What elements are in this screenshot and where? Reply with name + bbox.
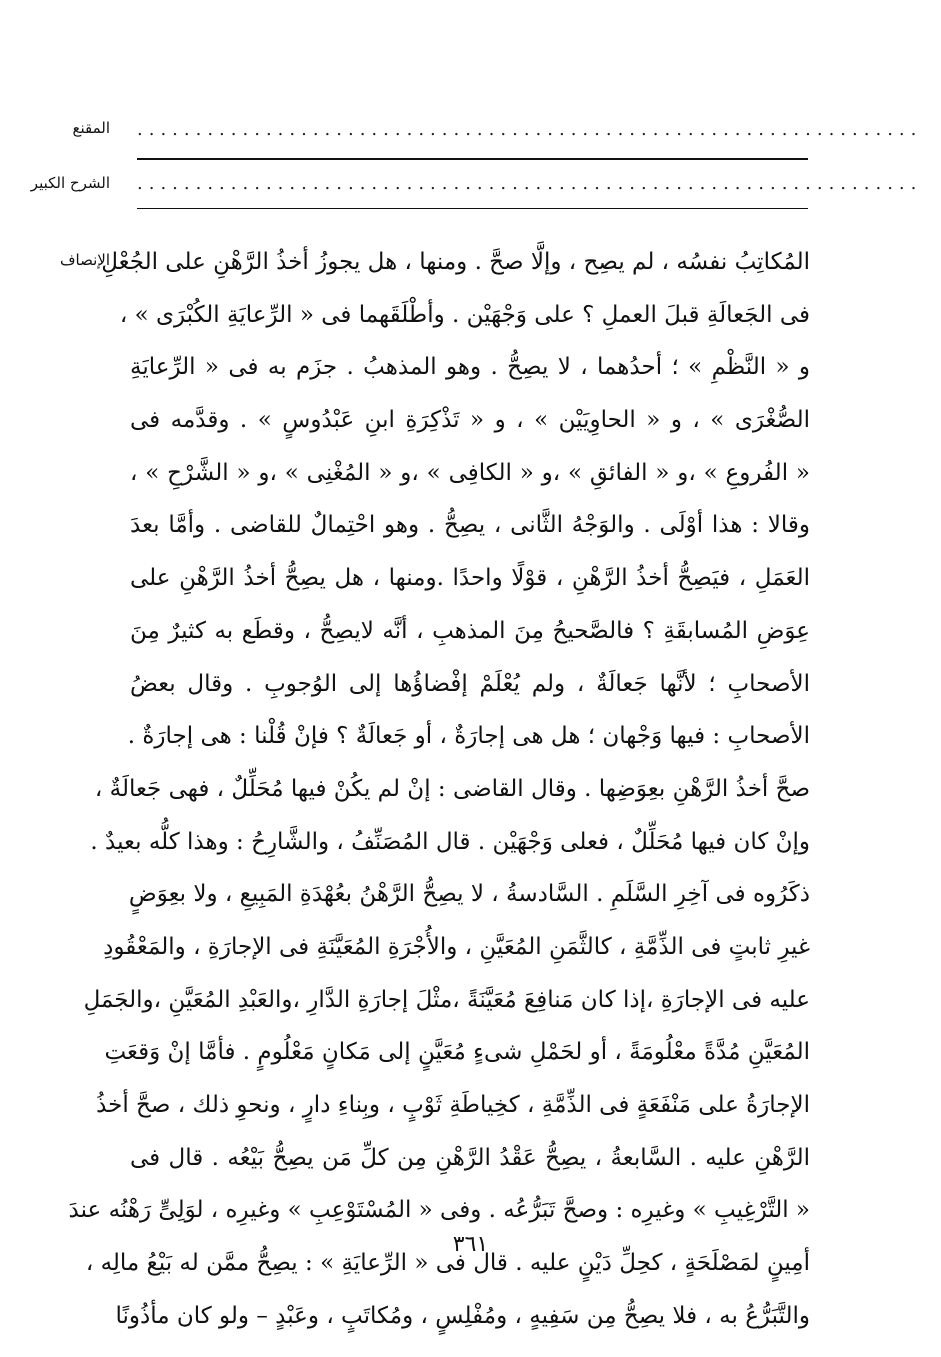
margin-label-muqni: المقنع xyxy=(72,119,110,137)
text-line: المُعَيَّنِ مُدَّةً معْلُومَةً ، أو لحَمْلِ شىءٍ مُعَيَّنٍ إلى مَكانٍ مَعْلُومٍ . فأمَّا إنْ وَقعَتِ xyxy=(104,1039,810,1066)
text-line: فى الجَعالَةِ قبلَ العملِ ؟ على وَجْهَيْن . وأطْلَقَهما فى « الرِّعايَةِ الكُبْرَى » ، xyxy=(119,301,810,328)
text-line: عِوَضِ المُسابقَةِ ؟ فالصَّحيحُ مِنَ المذهبِ ، أنَّه لايصِحُّ ، وقطَع به كثيرٌ مِنَ xyxy=(130,617,810,644)
text-line: الأصحابِ : فيها وَجْهان ؛ هل هى إجارَةٌ ، أو جَعالَةٌ ؟ فإنْ قُلْنا : هى إجارَةٌ . xyxy=(127,723,810,750)
text-line: المُكاتِبُ نفسُه ، لم يصِح ، وإلَّا صحَّ . ومنها ، هل يجوزُ أخذُ الرَّهْنِ على الجُعْلِ xyxy=(101,249,810,275)
text-line: وقالا : هذا أوْلَى . والوَجْهُ الثَّانى ، يصِحُّ . وهو احْتِمالٌ للقاضى . وأمَّا بعدَ xyxy=(130,512,810,539)
text-line: الإجارَةُ على مَنْفَعَةٍ فى الذِّمَّةِ ، كخِياطَةِ ثَوْبٍ ، وبِناءِ دارٍ ، ونحوِ ذلك ، صحَّ أخذُ xyxy=(96,1092,810,1118)
text-line: الصُّغْرَى » ، و « الحاوِيَيْن » ، و « تَذْكِرَةِ ابنِ عَبْدُوسٍ » . وقدَّمه فى xyxy=(130,407,810,434)
text-line: والتَّبَرُّعُ به ، فلا يصِحُّ مِن سَفِيهٍ ، ومُفْلِسٍ ، ومُكاتَبٍ ، وعَبْدٍ – ولو كان مأذُونًا xyxy=(115,1302,810,1329)
text-line: عليه فى الإجارَةِ ،إذا كان مَنافِعَ مُعَيَّنَةً ،مثْلَ إجارَةِ الدَّارِ ،والعَبْدِ المُعَيَّنِ ،والجَمَلِ xyxy=(83,986,810,1013)
sharh-placeholder-dots: ................................................................... xyxy=(137,173,923,194)
text-line: الأصحابِ ؛ لأنَّها جَعالَةٌ ، ولم يُعْلَمْ إفْضاؤُها إلى الوُجوبِ . وقال بعضُ xyxy=(130,670,810,697)
section-divider xyxy=(137,208,808,209)
text-line: الرَّهْنِ عليه . السَّابعةُ ، يصِحُّ عَقْدُ الرَّهْنِ مِن كلِّ مَن يصِحُّ بَيْعُه . قال فى xyxy=(130,1144,810,1171)
text-line: وإنْ كان فيها مُحَلِّلٌ ، فعلى وَجْهَيْن . قال المُصَنِّفُ ، والشَّارِحُ : وهذا كلُّه بعيدٌ . xyxy=(90,828,810,855)
muqni-placeholder-dots: ................................................................... xyxy=(137,119,923,140)
text-line: العَمَلِ ، فيَصِحُّ أخذُ الرَّهْنِ ، قوْلًا واحدًا .ومنها ، هل يصِحُّ أخذُ الرَّهْنِ على xyxy=(130,565,810,592)
text-line: « التَّرْغِيبِ » وغيرِه : وصحَّ تَبَرُّعُه . وفى « المُسْتَوْعِبِ » وغيرِه ، لوَلِىٍّ رَهْنُه عندَ xyxy=(68,1197,810,1224)
text-line: غيرِ ثابتٍ فى الذِّمَّةِ ، كالثَّمَنِ المُعَيَّنِ ، والأُجْرَةِ المُعَيَّنَةِ فى الإجارَةِ ، والمَعْقُودِ xyxy=(103,933,810,960)
page-number: ٣٦١ xyxy=(452,1232,489,1257)
text-line: « الفُروعِ » ،و « الفائقِ » ،و « الكافِى » ،و « المُغْنِى » ،و « الشَّرْحِ » ، xyxy=(130,459,810,486)
margin-label-insaf: الإنصاف xyxy=(59,251,110,269)
text-line: ذكَرُوه فى آخِرِ السَّلَمِ . السَّادسةُ ، لا يصِحُّ الرَّهْنُ بعُهْدَةِ المَبِيعِ ، ولا بعِوَضٍ xyxy=(128,881,810,908)
margin-label-sharh-kabir: الشرح الكبير xyxy=(30,174,110,192)
text-line: صحَّ أخذُ الرَّهْنِ بعِوَضِها . وقال القاضى : إنْ لم يكُنْ فيها مُحَلِّلٌ ، فهى جَعالَةٌ ، xyxy=(94,775,810,802)
text-line: أمِينٍ لمَصْلَحَةٍ ، كحِلِّ دَيْنٍ عليه . قال فى « الرِّعايَةِ » : يصِحُّ ممَّن له بَيْعُ مالِه ، xyxy=(85,1250,810,1277)
section-divider xyxy=(137,158,808,160)
text-line: و « النَّظْمِ » ؛ أحدُهما ، لا يصِحُّ . وهو المذهبُ . جزَم به فى « الرِّعايَةِ xyxy=(130,354,810,381)
